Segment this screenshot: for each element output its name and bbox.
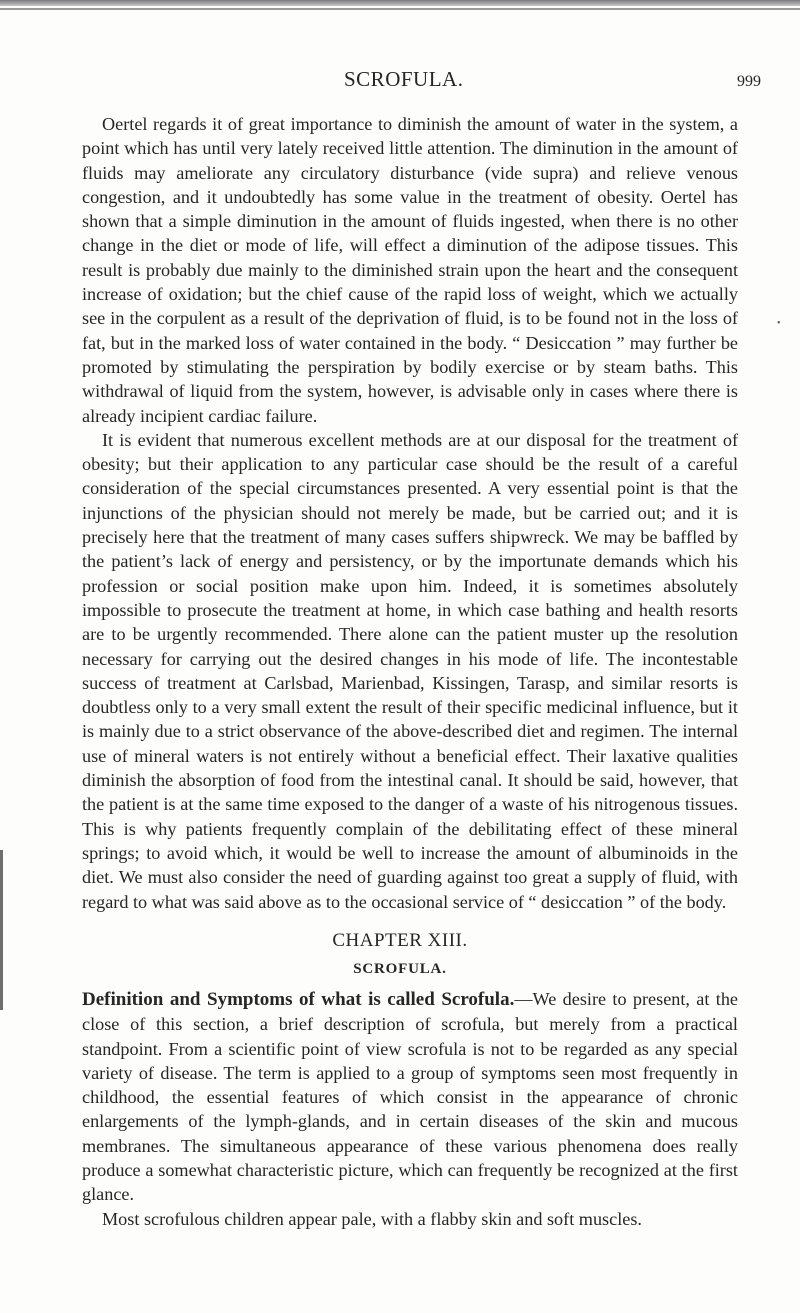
chapter-paragraph-1-text: —We desire to present, at the close of this section, a brief description of scrofula, but merely from a practical standpoint. From a scientific point of view scrofula is not to be regarded as any special variety of disease. The term is applied to a group of symptoms seen most frequently in childhood, the essential features of which consist in the appearance of chronic enlargements of the lymph-glands, and in certain diseases of the skin and mucous membranes. The simultaneous appearance of these various phenomena does really produce a somewhat characteristic picture, which can frequently be recognized at the first glance. xyxy=(82,989,738,1205)
chapter-body-text xyxy=(82,987,738,1231)
top-edge-rule xyxy=(0,0,800,6)
paragraph-1: Oertel regards it of great importance to diminish the amount of water in the system, a point which has until very lately received little attention. The diminution in the amount of fluids may ameliorate any circulatory disturbance (vide supra) and relieve venous congestion, and it undoubtedly has some value in the treatment of obesity. Oertel has shown that a simple diminution in the amount of fluids ingested, when there is no other change in the diet or mode of life, will effect a diminution of the adipose tissues. This result is probably due mainly to the diminished strain upon the heart and the consequent increase of oxidation; but the chief cause of the rapid loss of weight, which we actually see in the corpulent as a result of the deprivation of fluid, is to be found not in the loss of fat, but in the marked loss of water contained in the body. “ Desiccation ” may further be promoted by stimulating the perspiration by bodily exercise or by steam baths. This withdrawal of liquid from the system, however, is advisable only in cases where there is already incipient cardiac failure. xyxy=(82,114,738,426)
chapter-title: CHAPTER XIII. xyxy=(332,930,468,951)
running-title: SCROFULA. xyxy=(344,67,464,91)
chapter-paragraph-2: Most scrofulous children appear pale, with a flabby skin and soft muscles. xyxy=(102,1208,642,1229)
running-head xyxy=(0,67,800,95)
body-text xyxy=(82,112,738,914)
margin-dot: • xyxy=(777,318,781,329)
chapter-paragraph-1 xyxy=(82,987,738,1207)
top-edge-rule-secondary xyxy=(0,8,800,10)
paragraph-2: It is evident that numerous excellent methods are at our disposal for the treatment of obesity; but their application to any particular case should be the result of a careful consideration of the special circumstances presented. A very essential point is that the injunctions of the physician should not merely be made, but be carried out; and it is precisely here that the treatment of many cases suffers shipwreck. We may be baffled by the patient’s lack of energy and persistency, or by the importunate demands which his profession or social position make upon him. Indeed, it is sometimes absolutely impossible to prosecute the treatment at home, in which case bathing and health resorts are to be urgently recommended. There alone can the patient muster up the resolution necessary for carrying out the desired changes in his mode of life. The incontestable success of treatment at Carlsbad, Marienbad, Kissingen, Tarasp, and similar resorts is doubtless only to a very small extent the result of their specific medicinal influence, but it is mainly due to a strict observance of the above-described diet and regimen. The internal use of mineral waters is not entirely without a beneficial effect. Their laxative qualities diminish the absorption of food from the intestinal canal. It should be said, however, that the patient is at the same time exposed to the danger of a waste of his nitrogenous tissues. This is why patients frequently complain of the debilitating effect of these mineral springs; to avoid which, it would be well to increase the amount of albuminoids in the diet. We must also consider the need of guarding against too great a supply of fluid, with regard to what was said above as to the occasional service of “ desiccation ” of the body. xyxy=(82,429,738,912)
run-in-heading: Definition and Symptoms of what is called Scrofula. xyxy=(82,989,515,1010)
section-title: SCROFULA. xyxy=(353,961,447,977)
page-number: 999 xyxy=(737,73,761,90)
